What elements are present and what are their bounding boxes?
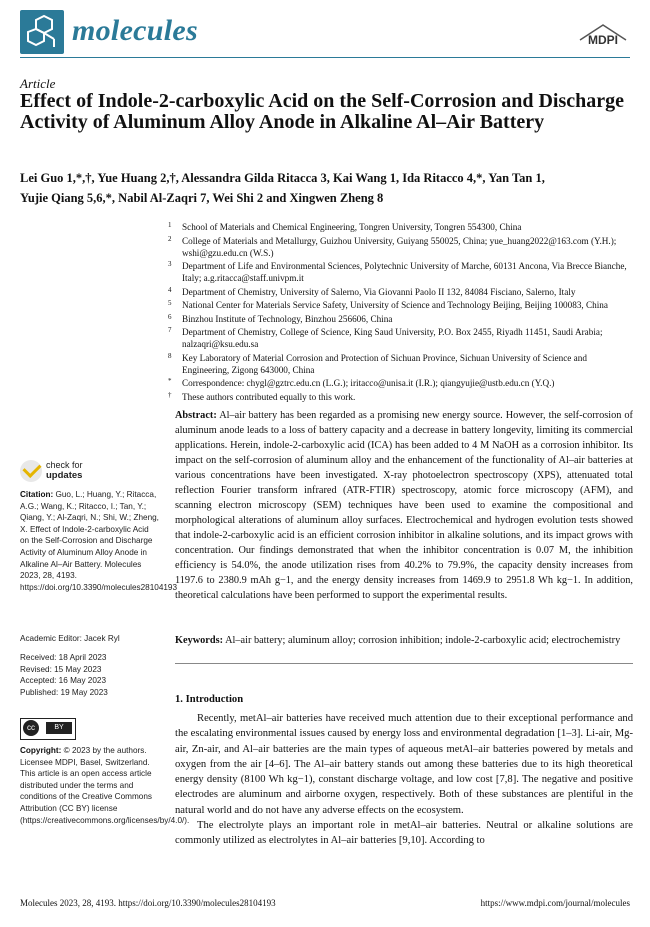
affiliation-text: Department of Chemistry, College of Science, King Saud University, P.O. Box 2455, Riyadh 11451, Saudi Arabia; nalzaqri@ksu.edu.sa xyxy=(182,327,603,349)
check-updates-line2: updates xyxy=(46,470,83,481)
svg-text:MDPI: MDPI xyxy=(588,33,618,47)
affiliation-text: These authors contributed equally to this work. xyxy=(182,391,356,402)
keywords-label: Keywords: xyxy=(175,635,224,646)
paragraph: Recently, metAl–air batteries have received much attention due to their exceptional performance and the escalating environmental issues caused by energy loss and environmental degradation [1–3]. Li-air, Mg-air, Zn-air, and Al–air batteries are the main types of aqueous metAl–air batteries powered by metals and oxygen from the air [4–6]. The Al–air battery stands out among these batteries due to its high theoretical energy density (8100 Wh kg−1), constant discharge voltage, and low cost [7,8]. The negative and positive electrodes are aluminum and airborne oxygen, respectively. Both of these substances are plentiful in the natural world and do not have any adverse effects on the ecosystem. xyxy=(175,713,633,816)
affiliation-number: * xyxy=(168,377,172,385)
date-published: Published: 19 May 2023 xyxy=(20,687,108,697)
cc-by-license-icon[interactable] xyxy=(20,718,76,740)
affiliation-text: Correspondence: chygl@gztrc.edu.cn (L.G.); iritacco@unisa.it (I.R.); qiangyujie@ustb.edu.cn (Y.Q.) xyxy=(182,378,555,388)
authors-line-1: Lei Guo 1,*,†, Yue Huang 2,†, Alessandra Gilda Ritacca 3, Kai Wang 1, Ida Ritacco 4,*, Yan Tan 1, xyxy=(20,171,545,185)
paper-title: Effect of Indole-2-carboxylic Acid on the Self-Corrosion and Discharge Activity of Aluminum Alloy Anode in Alkaline Al–Air Battery xyxy=(20,90,625,133)
date-received: Received: 18 April 2023 xyxy=(20,653,107,662)
affiliations xyxy=(168,221,633,404)
affiliation-text: Department of Chemistry, University of Salerno, Via Giovanni Paolo II 132, 84084 Fisciano, Salerno, Italy xyxy=(182,286,576,297)
affiliation-number: 8 xyxy=(168,351,172,360)
paragraph: The electrolyte plays an important role in metAl–air batteries. Neutral or alkaline solutions are commonly utilized as electrolytes in Al–air batteries [9,10]. According to xyxy=(175,820,633,847)
copyright-label: Copyright: xyxy=(20,746,62,755)
keywords-text: Al–air battery; aluminum alloy; corrosion inhibition; indole-2-carboxylic acid; electrochemistry xyxy=(225,635,621,646)
affiliation-item xyxy=(168,352,633,376)
by-label: BY xyxy=(46,722,72,734)
affiliation-item xyxy=(168,313,633,325)
check-icon xyxy=(20,460,42,482)
affiliation-number: 1 xyxy=(168,221,172,229)
cc-label: cc xyxy=(23,720,39,736)
affiliation-number: 6 xyxy=(168,312,172,321)
journal-logo-icon xyxy=(20,10,64,54)
keywords xyxy=(175,633,633,648)
equal-contribution-note xyxy=(168,391,633,403)
mdpi-logo xyxy=(578,22,628,48)
affiliation-item xyxy=(168,260,633,284)
correspondence xyxy=(168,377,633,389)
affiliation-number: 3 xyxy=(168,260,172,268)
header-rule xyxy=(20,57,630,58)
check-for-updates-button[interactable] xyxy=(20,460,110,486)
affiliation-item xyxy=(168,235,633,259)
affiliation-text: Key Laboratory of Material Corrosion and Protection of Sichuan Province, Sichuan University of Science and Engineering, Zigong 643000, China xyxy=(182,352,587,375)
citation-block xyxy=(20,489,178,593)
affiliation-item xyxy=(168,221,633,233)
author-list xyxy=(20,168,620,208)
affiliation-text: College of Materials and Metallurgy, Guizhou University, Guiyang 550025, China; yue_huang2022@163.com (Y.H.); wshi@gzu.edu.cn (W.S.) xyxy=(182,235,617,258)
affiliation-number: † xyxy=(168,390,172,399)
date-revised: Revised: 15 May 2023 xyxy=(20,664,102,674)
affiliation-number: 4 xyxy=(168,285,172,294)
abstract-text: Al–air battery has been regarded as a promising new energy source. However, the self-corrosion of aluminum anode leads to a loss of battery capacity and a decrease in battery longevity, limiting its commercial applications. Herein, indole-2-carboxylic acid (ICA) has been added to 4 M NaOH as a corrosion inhibitor. Its impact on the self-corrosion of aluminum alloy and the enhancement of the functionality of Al–air batteries at various concentrations have been investigated. X-ray photoelectron spectroscopy (XPS), attenuated total reflection Fourier transform infrared (ATR-FTIR) spectroscopy, atomic force microscopy (AFM), and scanning electron microscopy (SEM) techniques have been used to examine the compositional and morphological alterations of aluminum alloy surfaces. Electrochemical and hydrogen evolution tests showed that indole-2-carboxylic acid is an efficient corrosion inhibitor in alkaline solutions, and its impact grows with concentration. Our findings demonstrated that when the inhibitor concentration is 0.07 M, the inhibition efficiency is 54.0%, the anode utilization rises from 40.2% to 79.9%, the capacity density increases from 1197.6 to 2380.9 mAh g−1, and the energy density increases from 1469.9 to 2951.8 Wh kg−1. In addition, theoretical calculations have been performed to support the experimental results. xyxy=(175,410,633,601)
check-updates-line1: check for xyxy=(46,460,83,470)
copyright-text: © 2023 by the authors. Licensee MDPI, Basel, Switzerland. This article is an open access article distributed under the terms and conditions of the Creative Commons Attribution (CC BY) license (https://creativecommons.org/licenses/by/4.0/). xyxy=(20,746,190,825)
academic-editor: Academic Editor: Jacek Ryl xyxy=(20,634,120,643)
section-heading: 1. Introduction xyxy=(175,694,244,705)
affiliation-number: 5 xyxy=(168,299,172,307)
affiliation-item xyxy=(168,326,633,350)
affiliation-number: 2 xyxy=(168,234,172,243)
divider xyxy=(175,663,633,664)
copyright-block xyxy=(20,745,190,826)
citation-text: Guo, L.; Huang, Y.; Ritacca, A.G.; Wang, K.; Ritacco, I.; Tan, Y.; Qiang, Y.; Al-Zaqri, N.; Shi, W.; Zheng, X. Effect of Indole-2-carboxylic Acid on the Self-Corrosion and Discharge Activity of Aluminum Alloy Anode in Alkaline Al–Air Battery. Molecules 2023, 28, 4193. https://doi.org/10.3390/molecules28104193 xyxy=(20,490,178,592)
abstract-label: Abstract: xyxy=(175,410,217,421)
affiliation-text: School of Materials and Chemical Engineering, Tongren University, Tongren 554300, China xyxy=(182,222,522,232)
affiliation-item xyxy=(168,286,633,298)
affiliation-text: Department of Life and Environmental Sciences, Polytechnic University of Marche, 60131 Ancona, Via Brecce Bianche, Italy; a.g.ritacca@staff.univpm.it xyxy=(182,261,627,283)
citation-label: Citation: xyxy=(20,490,54,499)
affiliation-text: Binzhou Institute of Technology, Binzhou 256606, China xyxy=(182,313,393,324)
affiliation-text: National Center for Materials Service Safety, University of Science and Technology Beijing, Beijing 100083, China xyxy=(182,300,608,310)
introduction-body xyxy=(175,711,633,849)
page-footer xyxy=(20,898,630,908)
dates-block xyxy=(20,652,160,698)
affiliation-item xyxy=(168,299,633,311)
authors-line-2: Yujie Qiang 5,6,*, Nabil Al-Zaqri 7, Wei Shi 2 and Xingwen Zheng 8 xyxy=(20,191,384,205)
abstract xyxy=(175,408,633,603)
date-accepted: Accepted: 16 May 2023 xyxy=(20,676,107,686)
affiliation-number: 7 xyxy=(168,326,172,334)
footer-journal-url[interactable]: https://www.mdpi.com/journal/molecules xyxy=(480,898,630,908)
footer-citation[interactable]: Molecules 2023, 28, 4193. https://doi.org/10.3390/molecules28104193 xyxy=(20,898,276,908)
article-type: Article xyxy=(20,76,56,91)
journal-title: molecules xyxy=(72,14,199,47)
